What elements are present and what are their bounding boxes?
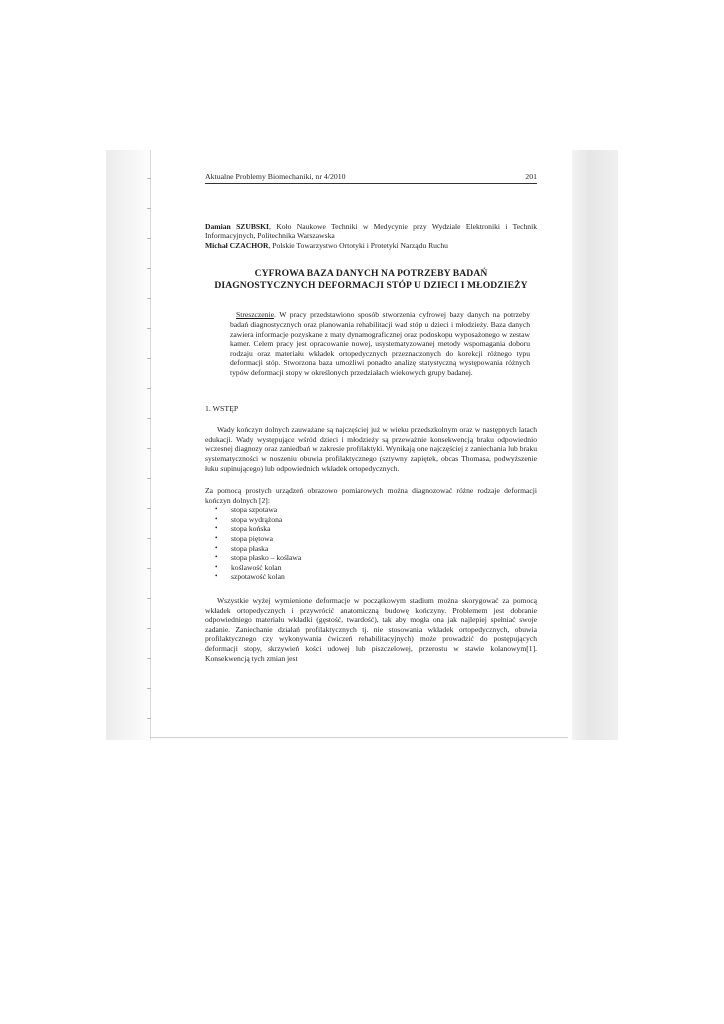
paper-title-line-2: DIAGNOSTYCZNYCH DEFORMACJI STÓP U DZIECI I MŁODZIEŻY (214, 280, 528, 292)
scan-left-margin (106, 150, 150, 740)
deformation-list (205, 505, 537, 582)
page-number: 201 (525, 172, 537, 181)
journal-title: Aktualne Problemy Biomechaniki, nr 4/2010 (205, 172, 346, 181)
list-item: • stopa końska (215, 524, 537, 534)
abstract-label: Streszczenie (236, 310, 274, 320)
author-2-affiliation: , Polskie Towarzystwo Ortotyki i Protetyki Narządu Ruchu (268, 240, 448, 250)
author-1-name: Damian SZUBSKI (205, 221, 269, 231)
scan-bottom-edge (150, 737, 568, 738)
scan-margin-ticks (147, 150, 155, 740)
paragraph-2: Za pomocą prostych urządzeń obrazowo pomiarowych można diagnozować różne rodzaje deformacji kończyn dolnych [2]: (205, 486, 537, 505)
paragraph-1: Wady kończyn dolnych zauważane są najczęściej już w wieku przedszkolnym oraz w następnych latach edukacji. Wady występujące wśród dzieci i młodzieży są przeważnie konsekwencją braku odpowiednio wczesnej diagnozy oraz zaniedbań w zakresie profilaktyki. Wynikają one najczęściej z zaniechania lub braku systematyczności w noszeniu obuwia profilaktycznego (sztywny zapiętek, obcas Thomasa, podwyższenie łuku supinującego) lub odpowiednich wkładek ortopedycznych. (205, 425, 537, 473)
list-item: • szpotawość kolan (215, 572, 537, 582)
list-item: • stopa płasko – koślawa (215, 553, 537, 563)
paragraph-3: Wszystkie wyżej wymienione deformacje w początkowym stadium można skorygować za pomocą wkładek ortopedycznych i przywrócić anatomiczną budowę kończyny. Problemem jest dobranie odpowiedniego materiału wkładki (gęstość, twardość), tak aby mogła ona jak najlepiej spełniać swoje zadanie. Zaniechanie działań profilaktycznych tj. nie stosowania wkładek ortopedycznych, obuwia profilaktycznego czy wykonywania ćwiczeń rehabilitacyjnych) może prowadzić do postępujących deformacji stopy, skrzywień kości udowej lub piszczelowej, przerostu w stawie kolanowym[1]. Konsekwencją tych zmian jest (205, 596, 537, 663)
abstract (230, 310, 530, 377)
author-1 (205, 222, 537, 241)
abstract-text: . W pracy przedstawiono sposób stworzenia cyfrowej bazy danych na potrzeby badań diagnostycznych oraz planowania rehabilitacji wad stóp u dzieci i młodzieży. Baza danych zawiera informacje pozyskane z maty dynamograficznej oraz podoskopu wyposażonego w zestaw kamer. Celem pracy jest opracowanie nowej, usystematyzowanej metody wspomagania doboru rodzaju oraz materiału wkładek ortopedycznych przeznaczonych do korekcji różnego typu deformacji stóp. Stworzona baza umożliwi ponadto analizę statystyczną występowania różnych typów deformacji stopy w określonych przedziałach wiekowych grupy badanej. (230, 310, 530, 377)
paper-title (205, 268, 537, 292)
author-2-name: Michał CZACHOR (205, 240, 269, 250)
list-item: • stopa płaska (215, 544, 537, 554)
list-item: • koślawość kolan (215, 563, 537, 573)
list-item: • stopa szpotawa (215, 505, 537, 515)
list-item: • stopa piętowa (215, 534, 537, 544)
author-2 (205, 241, 537, 251)
scan-right-margin (572, 150, 618, 740)
document-page (205, 172, 537, 663)
running-header (205, 172, 537, 184)
author-affiliations (205, 222, 537, 251)
section-heading: 1. WSTĘP (205, 403, 239, 413)
paper-title-line-1: CYFROWA BAZA DANYCH NA POTRZEBY BADAŃ (254, 268, 488, 280)
author-1-affiliation: , Koło Naukowe Techniki w Medycynie przy Wydziale Elektroniki i Technik Informacyjnych, Politechnika Warszawska (205, 221, 537, 241)
list-item: • stopa wydrążona (215, 515, 537, 525)
